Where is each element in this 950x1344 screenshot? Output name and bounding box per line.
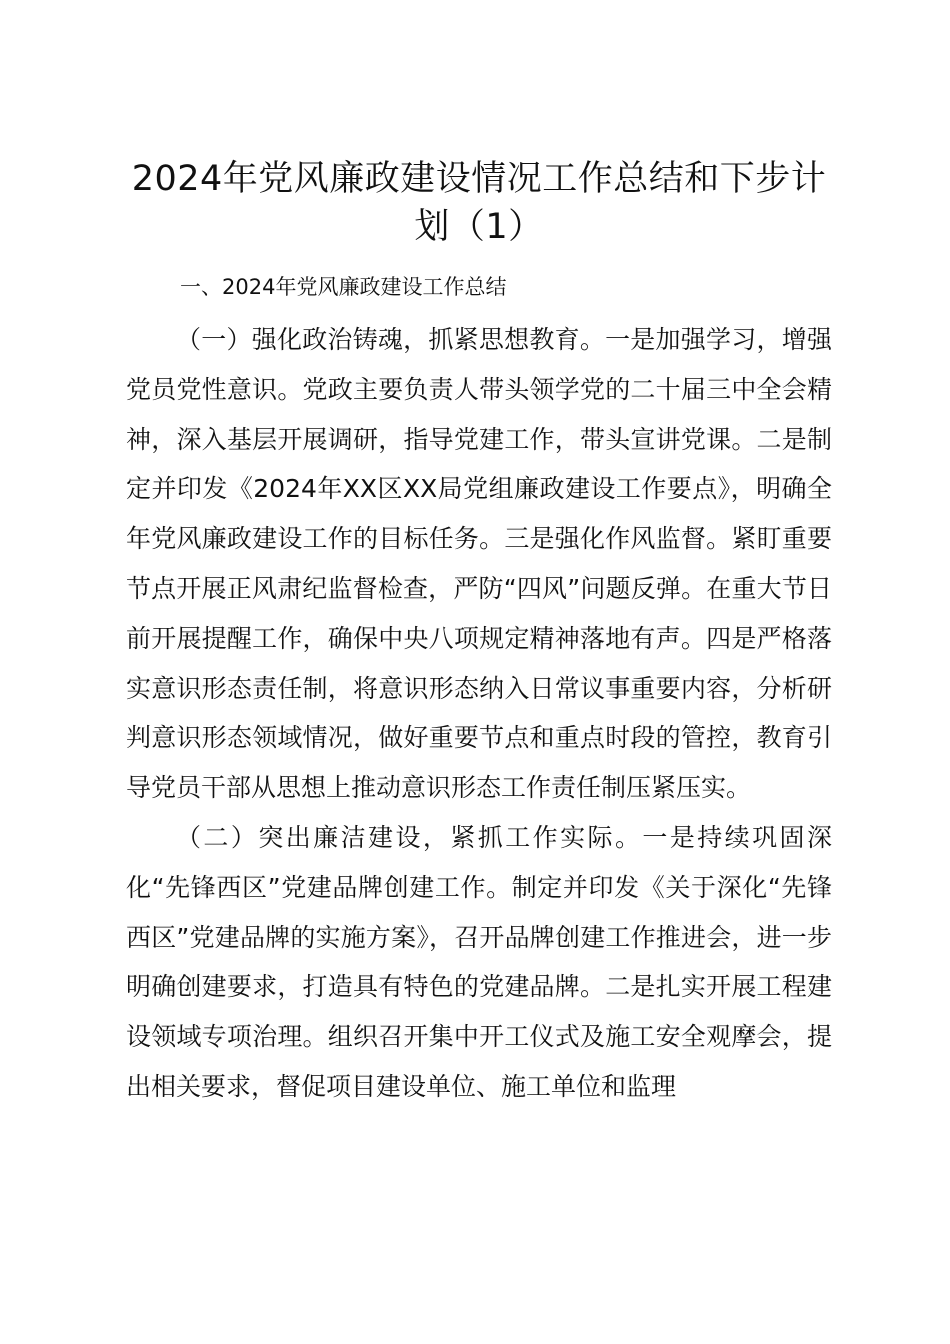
paragraph-2: （二）突出廉洁建设，紧抓工作实际。一是持续巩固深化“先锋西区”党建品牌创建工作。制定并印发《关于深化“先锋西区”党建品牌的实施方案》，召开品牌创建工作推进会，进一步明确创建要求，打造具有特色的党建品牌。二是扎实开展工程建设领域专项治理。组织召开集中开工仪式及施工安全观摩会，提出相关要求，督促项目建设单位、施工单位和监理	[126, 822, 832, 1101]
section-heading: 一、2024年党风廉政建设工作总结	[180, 275, 507, 299]
document-title: 2024年党风廉政建设情况工作总结和下步计划（1）	[131, 159, 827, 247]
paragraph-1: （一）强化政治铸魂，抓紧思想教育。一是加强学习，增强党员党性意识。党政主要负责人带头领学党的二十届三中全会精神，深入基层开展调研，指导党建工作，带头宣讲党课。二是制定并印发《2024年XX区XX局党组廉政建设工作要点》，明确全年党风廉政建设工作的目标任务。三是强化作风监督。紧盯重要节点开展正风肃纪监督检查，严防“四风”问题反弹。在重大节日前开展提醒工作，确保中央八项规定精神落地有声。四是严格落实意识形态责任制，将意识形态纳入日常议事重要内容，分析研判意识形态领域情况，做好重要节点和重点时段的管控，教育引导党员干部从思想上推动意识形态工作责任制压紧压实。	[126, 325, 832, 803]
